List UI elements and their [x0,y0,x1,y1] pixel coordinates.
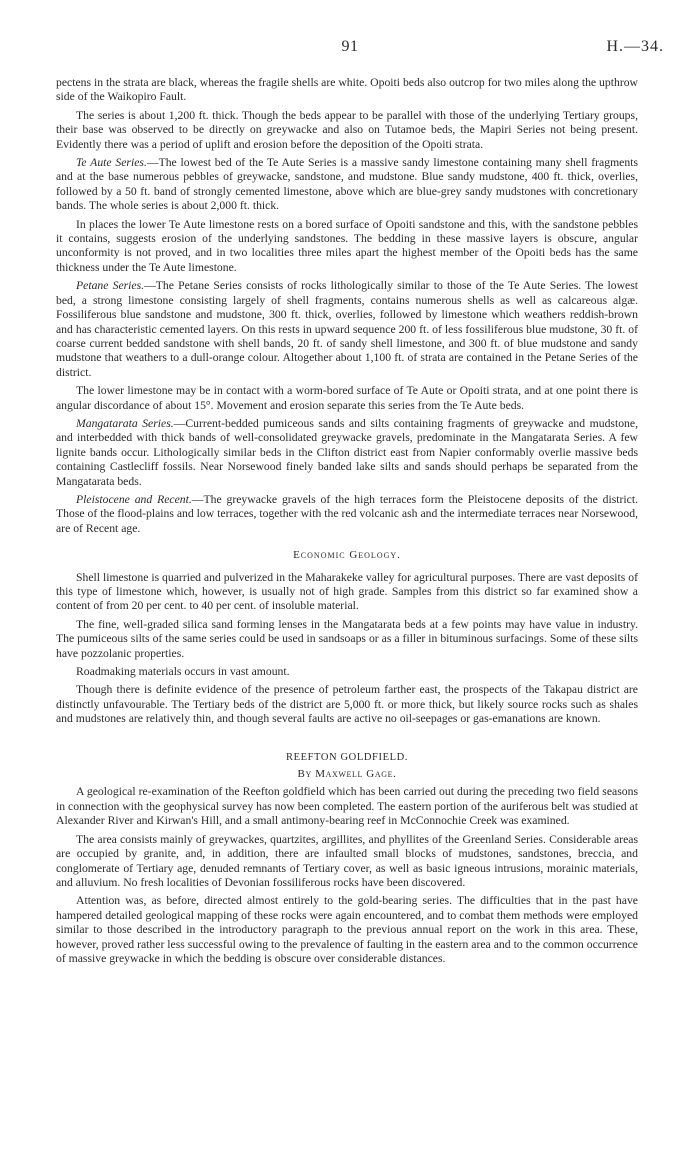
petane-series-title: Petane Series. [76,279,145,293]
page-body [56,76,638,970]
paragraph-petane-series [56,279,638,380]
paragraph-reefton-reexamination: A geological re-examination of the Reefton goldfield which has been carried out during the preceding two field seasons in connection with the geophysical survey has now been completed. The eastern portion of the auriferous belt was studied at Alexander River and Kirwan's Hill, and a small antimony-bearing reef in McConnochie Creek was examined. [56,785,638,828]
pleistocene-recent-text: —The greywacke gravels of the high terraces form the Pleistocene deposits of the district. Those of the flood-plains and low terraces, together with the red volcanic ash and the intermediate terraces near Norsewood, are of Recent age. [56,492,638,535]
paragraph-shell-limestone: Shell limestone is quarried and pulverized in the Maharakeke valley for agricultural purposes. There are vast deposits of this type of limestone which, however, is usually not of high grade. Samples from this district so far examined show a content of from 20 per cent. to 40 per cent. of insoluble material. [56,570,638,613]
paragraph-te-aute-series [56,156,638,214]
paragraph-mangatarata-series [56,417,638,489]
te-aute-series-text: —The lowest bed of the Te Aute Series is a massive sandy limestone containing many shell fragments and at the base numerous pebbles of greywacke, sandstone, and mudstone. Blue sandy mudstone, 400 ft. thick, overlies, followed by a 50 ft. band of strongly cemented limestone, above which are blue-grey sandy mudstones with concretionary bands. The whole series is about 2,000 ft. thick. [56,156,638,213]
paragraph-reefton-rock-types: The area consists mainly of greywackes, quartzites, argillites, and phyllites of the Greenland Series. Considerable areas are occupied by granite, and, in addition, there are infaulted small blocks of mudstones, sandstones, breccia, and conglomerate of Tertiary age, denuded remnants of Tertiary cover, as well as basic igneous intrusions, morainic materials, and alluvium. No fresh localities of Devonian fossiliferous rocks have been discovered. [56,832,638,889]
te-aute-series-title: Te Aute Series. [76,156,147,170]
petane-series-text: —The Petane Series consists of rocks lithologically similar to those of the Te Aute Series. The lowest bed, a strong limestone consisting largely of shell fragments, contains numerous shells as well as calcareous algæ. Fossiliferous blue sandstone and mudstone, 300 ft. thick, overlies, followed by limestone which weathers reddish-brown and has characteristic cemented layers. On this rests in upward sequence 200 ft. of less fossiliferous blue mudstone, 30 ft. of coarse current bedded sandstone with shell bands, 20 ft. of sandy shell limestone, and 300 ft. of blue mudstone and sandy mudstone that weathers to a dull-orange colour. Altogether about 1,100 ft. of strata are contained in the Petane Series of the district. [56,279,639,379]
mangatarata-series-text: —Current-bedded pumiceous sands and silts containing fragments of greywacke and mudstone, and interbedded with thick bands of well-consolidated greywacke gravels, predominate in the Mangatarata Series. A few lignite bands occur. Lithologically similar beds in the Clifton district east from Napier conformably overlie massive beds containing Castlecliff fossils. Near Norsewood finely banded lake silts and sands should perhaps be separated from the Mangatarata beds. [56,416,639,488]
author-byline: By Maxwell Gage. [297,768,397,781]
paragraph-roadmaking-materials: Roadmaking materials occurs in vast amount. [76,665,290,679]
section-heading-economic-geology: Economic Geology. [293,549,401,562]
pleistocene-recent-title: Pleistocene and Recent. [76,492,192,506]
paragraph-reefton-mapping-difficulties: Attention was, as before, directed almost entirely to the gold-bearing series. The difficulties that in the past have hampered detailed geological mapping of these rocks were again encountered, and to combat them methods were employed similar to those described in the introductory paragraph to the previous annual report on the work in this area. These, however, proved rather less successful owing to the prevalence of faulting in the eastern area and to the common occurrence of massive greywacke in which the bedding is obscure over considerable distances. [56,894,638,965]
paragraph-petroleum-prospects: Though there is definite evidence of the presence of petroleum farther east, the prospects of the Takapau district are distinctly unfavourable. The Tertiary beds of the district are 5,000 ft. or more thick, but likely source rocks such as shales and mudstones are relatively thin, and though several faults are active no oil-seepages or gas-emanations are known. [56,683,638,726]
paragraph-opoiti-continued: pectens in the strata are black, whereas the fragile shells are white. Opoiti beds also outcrop for two miles along the upthrow side of the Waikopiro Fault. [56,76,638,104]
mangatarata-series-title: Mangatarata Series. [76,416,174,430]
paragraph-te-aute-limestone: In places the lower Te Aute limestone rests on a bored surface of Opoiti sandstone and this, with the sandstone pebbles it contains, suggests erosion of the underlying sandstones. The bedding in these massive layers is obscure, angular unconformity is not proved, and in two localities three miles apart the highest member of the Opoiti beds has the same thickness under the Te Aute limestone. [56,217,638,274]
paragraph-pleistocene-recent [56,493,638,536]
paragraph-silica-sand: The fine, well-graded silica sand forming lenses in the Mangatarata beds at a few points may have value in industry. The pumiceous silts of the same series could be used in sandsoaps or as a filler in bituminous surfacings. Some of these silts have pozzolanic properties. [56,617,638,660]
page-number: 91 [341,38,359,55]
paragraph-petane-contact: The lower limestone may be in contact with a worm-bored surface of Te Aute or Opoiti strata, and at one point there is angular discordance of about 15°. Movement and erosion separate this series from the Te Aute beds. [56,384,638,412]
paragraph-opoiti-thickness: The series is about 1,200 ft. thick. Though the beds appear to be parallel with those of the underlying Tertiary groups, their base was observed to be directly on greywacke and also on Tutamoe beds, the Mapiri Series not being present. Evidently there was a period of uplift and erosion before the deposition of the Opoiti strata. [56,108,638,151]
section-heading-reefton-goldfield: REEFTON GOLDFIELD. [285,751,409,763]
document-reference: H.—34. [606,38,664,55]
page-header [0,38,700,62]
